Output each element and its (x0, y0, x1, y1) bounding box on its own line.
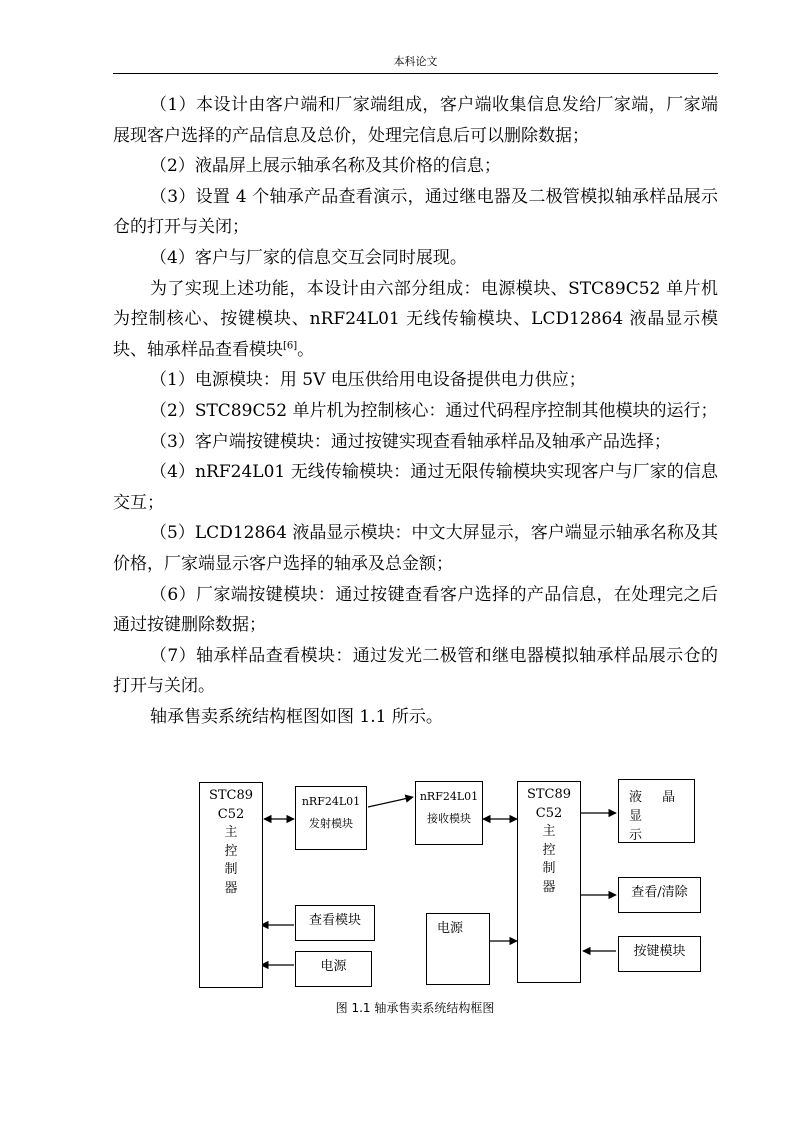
controller-line: STC89 (526, 787, 572, 802)
transmitter-chip: nRF24L01 (301, 795, 361, 808)
paragraph-text: 为了实现上述功能，本设计由六部分组成：电源模块、STC89C52 单片机为控制核心、按键模块、nRF24L01 无线传输模块、LCD12864 液晶显示模块、轴承样品查看模块 (113, 278, 718, 360)
transmitter-box (295, 786, 367, 850)
key-module-box (618, 936, 701, 972)
controller-line: 器 (542, 879, 556, 895)
paragraph: （1）电源模块：用 5V 电压供给用电设备提供电力供应； (150, 370, 586, 391)
paragraph: （4）nRF24L01 无线传输模块：通过无限传输模块实现客户与厂家的信息交互； (113, 462, 718, 513)
header-rule (113, 73, 718, 74)
paragraph: （3）设置 4 个轴承产品查看演示，通过继电器及二极管模拟轴承样品展示仓的打开与关闭； (113, 186, 718, 238)
system-block-diagram (180, 770, 740, 1010)
paragraph: （2）STC89C52 单片机为控制核心：通过代码程序控制其他模块的运行； (150, 400, 718, 421)
paragraph: 轴承售卖系统结构框图如图 1.1 所示。 (150, 706, 443, 727)
transmitter-label: 发射模块 (309, 817, 353, 830)
receiver-label: 接收模块 (427, 812, 471, 825)
paragraph: （2）液晶屏上展示轴承名称及其价格的信息； (150, 156, 501, 177)
lcd-display-box (618, 779, 695, 843)
controller-line: 制 (224, 862, 238, 877)
paragraph: （7）轴承样品查看模块：通过发光二极管和继电器模拟轴承样品展示仓的打开与关闭。 (113, 645, 718, 697)
receiver-box (415, 781, 483, 845)
left-controller-box (199, 782, 263, 988)
paragraph-tail: 。 (297, 339, 315, 360)
paragraph: （4）客户与厂家的信息交互会同时展现。 (150, 247, 467, 268)
controller-line: STC89 (208, 788, 254, 803)
running-header: 本科论文 (393, 55, 438, 68)
figure-caption: 图 1.1 轴承售卖系统结构框图 (335, 1001, 495, 1015)
paragraph: （1）本设计由客户端和厂家端组成，客户端收集信息发给厂家端，厂家端展现客户选择的产品信息及总价，处理完信息后可以删除数据； (113, 95, 718, 146)
lcd-label-line2: 示 (629, 828, 643, 843)
body-text (113, 90, 718, 732)
right-controller-box (517, 781, 581, 983)
paragraph-with-citation (113, 274, 718, 366)
paragraph: （3）客户端按键模块：通过按键实现查看轴承样品及轴承产品选择； (150, 431, 671, 452)
paragraph: （6）厂家端按键模块：通过按键查看客户选择的产品信息，在处理完之后通过按键删除数据； (113, 584, 718, 636)
controller-line: 制 (542, 861, 556, 876)
power-right-box (426, 913, 490, 985)
controller-line: C52 (535, 805, 563, 821)
power-left-box (295, 951, 372, 987)
controller-line: 主 (224, 825, 238, 840)
view-module-label: 查看模块 (308, 913, 361, 928)
lcd-label-line1: 液 晶 显 (629, 790, 684, 824)
view-module-box (295, 905, 375, 941)
view-clear-label: 查看/清除 (631, 885, 688, 900)
controller-line: C52 (217, 806, 245, 822)
controller-line: 器 (224, 880, 238, 896)
key-module-label: 按键模块 (633, 944, 686, 959)
power-right-label: 电源 (437, 921, 464, 936)
controller-line: 主 (542, 824, 556, 839)
view-clear-box (618, 877, 701, 913)
citation-ref: [6] (283, 340, 298, 352)
controller-line: 控 (224, 843, 238, 859)
arrow-transmitter-receiver (368, 797, 413, 807)
power-left-label: 电源 (320, 959, 347, 974)
paragraph: （5）LCD12864 液晶显示模块：中文大屏显示，客户端显示轴承名称及其价格，厂家端显示客户选择的轴承及总金额； (113, 523, 718, 574)
receiver-chip: nRF24L01 (419, 790, 479, 803)
controller-line: 控 (542, 842, 556, 858)
